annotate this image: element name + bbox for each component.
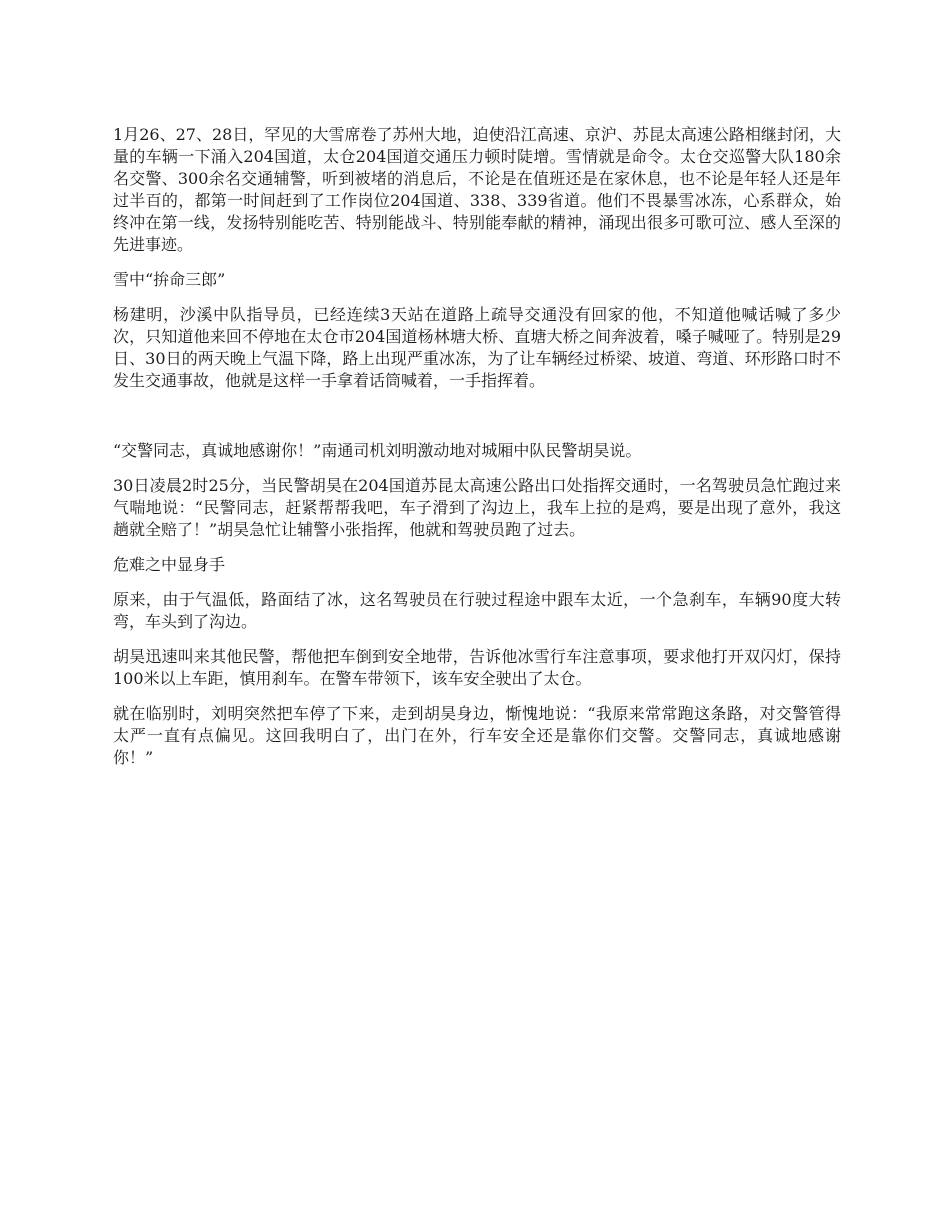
yang-jianming-paragraph: 杨建明，沙溪中队指导员，已经连续3天站在道路上疏导交通没有回家的他，不知道他喊话喊了多少次，只知道他来回不停地在太仓市204国道杨林塘大桥、直塘大桥之间奔波着，嗓子喊哑了。特别是29日、30日的两天晚上气温下降，路上出现严重冰冻，为了让车辆经过桥梁、坡道、弯道、环形路口时不发生交通事故，他就是这样一手拿着话筒喊着，一手指挥着。 [113,305,841,390]
quote-paragraph: “交警同志，真诚地感谢你！”南通司机刘明激动地对城厢中队民警胡昊说。 [113,441,642,460]
intro-paragraph: 1月26、27、28日，罕见的大雪席卷了苏州大地，迫使沿江高速、京沪、苏昆太高速公路相继封闭，大量的车辆一下涌入204国道，太仓204国道交通压力顿时陡增。雪情就是命令。太仓交巡警大队180余名交警、300余名交通辅警，听到被堵的消息后，不论是在值班还是在家休息，也不论是年轻人还是年过半百的，都第一时间赶到了工作岗位204国道、338、339省道。他们不畏暴雪冰冻，心系群众，始终冲在第一线，发扬特别能吃苦、特别能战斗、特别能奉献的精神，涌现出很多可歌可泣、感人至深的先进事迹。 [113,125,841,254]
rescue-paragraph: 胡昊迅速叫来其他民警，帮他把车倒到安全地带，告诉他冰雪行车注意事项，要求他打开双闪灯，保持100米以上车距，慎用刹车。在警车带领下，该车安全驶出了太仓。 [113,647,841,688]
section-heading-1: 雪中“拚命三郎” [113,270,226,289]
document-body [113,124,841,782]
incident-paragraph: 30日凌晨2时25分，当民警胡昊在204国道苏昆太高速公路出口处指挥交通时，一名驾驶员急忙跑过来气喘地说：“民警同志，赶紧帮帮我吧，车子滑到了沟边上，我车上拉的是鸡，要是出现了意外，我这趟就全赔了！”胡昊急忙让辅警小张指挥，他就和驾驶员跑了过去。 [113,476,841,539]
section-heading-2: 危难之中显身手 [113,555,226,574]
farewell-paragraph: 就在临别时，刘明突然把车停了下来，走到胡昊身边，惭愧地说：“我原来常常跑这条路，对交警管得太严一直有点偏见。这回我明白了，出门在外，行车安全还是靠你们交警。交警同志，真诚地感谢你！” [113,704,841,767]
cause-paragraph: 原来，由于气温低，路面结了冰，这名驾驶员在行驶过程途中跟车太近，一个急刹车，车辆90度大转弯，车头到了沟边。 [113,590,841,631]
paragraph-gap [113,405,841,440]
